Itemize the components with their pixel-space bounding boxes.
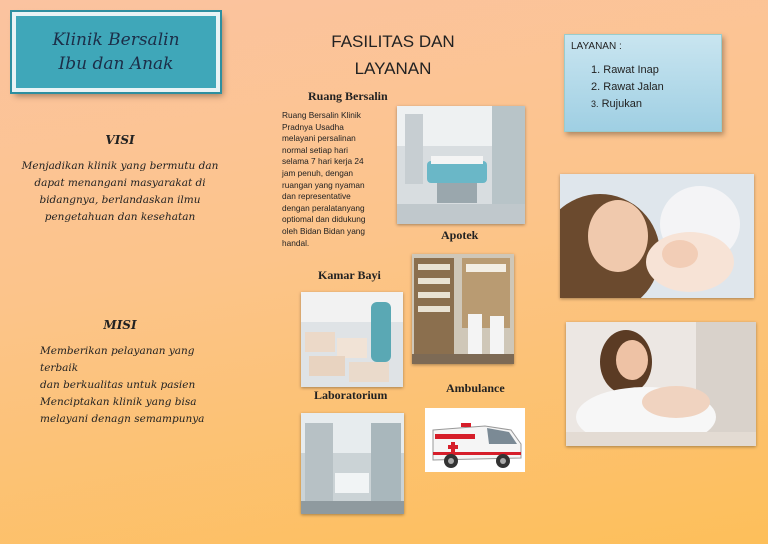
visi-heading: VISI: [105, 133, 135, 147]
layanan-item-label: Rawat Inap: [603, 64, 659, 76]
mother-holding-baby-photo: [566, 322, 756, 446]
apotek-photo: [412, 254, 514, 364]
misi-line: Menciptakan klinik yang bisa: [40, 396, 197, 408]
layanan-item-label: Rujukan: [601, 98, 642, 110]
layanan-item-number: 2.: [591, 81, 601, 93]
misi-text: [40, 343, 230, 428]
desc-line: optiomal dan didukung: [282, 214, 366, 225]
desc-line: dengan peralatanyang: [282, 202, 365, 213]
mother-newborn-photo: [560, 174, 754, 298]
misi-line: Memberikan pelayanan yang terbaik: [40, 345, 195, 374]
visi-line: dapat menangani masyarakat di: [34, 177, 206, 189]
ruang-bersalin-label: Ruang Bersalin: [308, 89, 388, 103]
visi-line: bidangnya, berlandaskan ilmu: [39, 194, 201, 206]
layanan-item: [591, 79, 721, 96]
visi-text: [20, 158, 220, 226]
apotek-label: Apotek: [441, 228, 479, 242]
misi-line: melayani denagn semampunya: [40, 413, 205, 425]
layanan-item: [591, 96, 721, 113]
desc-line: Pradnya Usadha: [282, 121, 344, 132]
clinic-title-line-2: Ibu dan Anak: [58, 54, 174, 74]
layanan-item-number: 1.: [591, 64, 601, 76]
layanan-list: [591, 62, 721, 113]
desc-line: melayani persalinan: [282, 133, 356, 144]
misi-line: dan berkualitas untuk pasien: [40, 379, 196, 391]
desc-line: jam penuh, dengan: [282, 167, 354, 178]
visi-line: Menjadikan klinik yang bermutu dan: [21, 160, 219, 172]
layanan-title: LAYANAN :: [571, 41, 622, 52]
kamar-bayi-photo: [301, 292, 403, 387]
layanan-item-label: Rawat Jalan: [603, 81, 664, 93]
desc-line: ruangan yang nyaman: [282, 179, 365, 190]
desc-line: dan representative: [282, 191, 351, 202]
visi-line: pengetahuan dan kesehatan: [44, 211, 196, 223]
ruang-bersalin-photo: [397, 106, 525, 224]
desc-line: normal setiap hari: [282, 144, 348, 155]
desc-line: handal.: [282, 237, 310, 248]
misi-heading: MISI: [103, 318, 137, 332]
layanan-item-number: 3.: [591, 99, 599, 109]
fasilitas-heading-line-2: LAYANAN: [354, 59, 432, 78]
desc-line: selama 7 hari kerja 24: [282, 156, 364, 167]
ambulance-image: [425, 408, 525, 472]
kamar-bayi-label: Kamar Bayi: [318, 268, 381, 282]
laboratorium-label: Laboratorium: [314, 388, 388, 402]
layanan-item: [591, 62, 721, 79]
clinic-title-line-1: Klinik Bersalin: [52, 30, 180, 50]
clinic-title-box: [12, 12, 220, 92]
layanan-box: [564, 34, 722, 132]
fasilitas-heading-line-1: FASILITAS DAN: [331, 32, 455, 51]
laboratorium-photo: [301, 413, 404, 514]
ruang-bersalin-description: [282, 110, 397, 249]
desc-line: Ruang Bersalin Klinik: [282, 110, 361, 120]
fasilitas-heading: [300, 28, 486, 82]
ambulance-label: Ambulance: [446, 381, 505, 395]
desc-line: oleh Bidan Bidan yang: [282, 225, 366, 236]
